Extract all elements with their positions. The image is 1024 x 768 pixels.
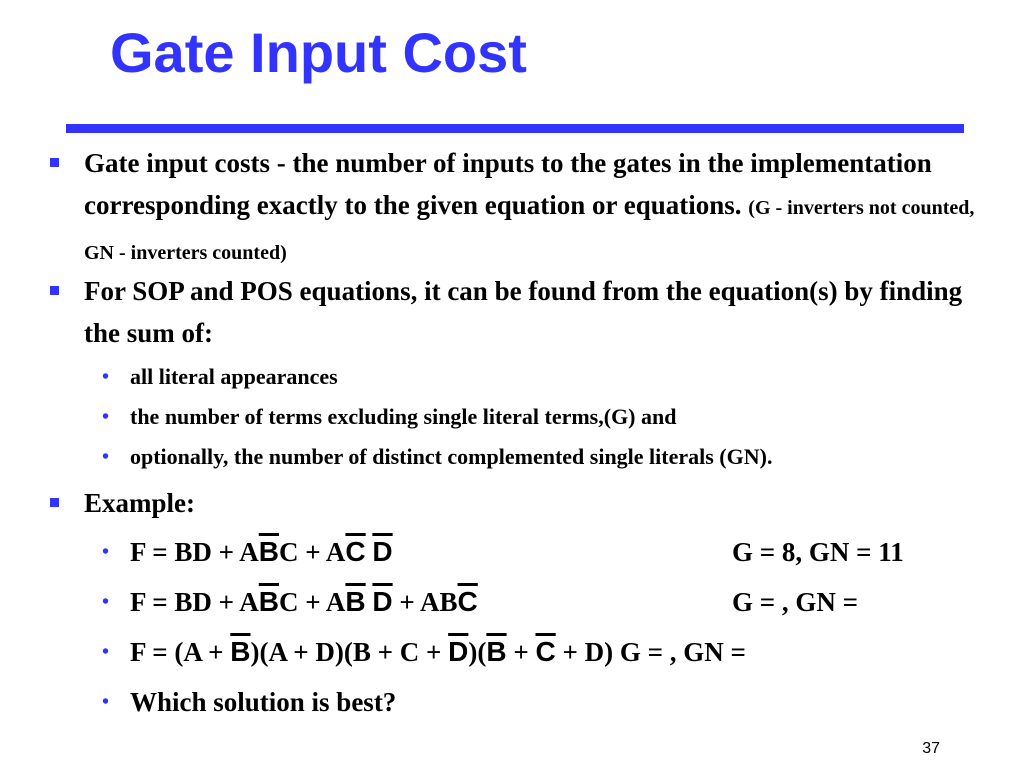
bullet-text: For SOP and POS equations, it can be found from the equation(s) by finding the sum of: [84, 276, 963, 348]
dot-bullet-icon: • [102, 446, 110, 468]
equation-text: )( [468, 637, 487, 667]
dot-bullet-icon: • [102, 591, 110, 613]
sub-bullet-text: optionally, the number of distinct complemented single literals (GN). [130, 444, 773, 469]
bullet-sop-pos [84, 270, 984, 354]
equation-text: C + A [279, 537, 346, 567]
complemented-literal: $\overline{B}$ [258, 586, 280, 617]
equation-text: F = (A + [130, 637, 231, 667]
bullet-text: Gate input costs - the number of inputs to the gates in the implementation corresponding exactly to the given equation or equations. [84, 148, 932, 220]
square-bullet-icon [50, 286, 59, 295]
complemented-literal: $\overline{B}$ [258, 536, 280, 567]
bullet-note: (G - inverters not counted, GN - inverters counted) [84, 197, 975, 264]
equation-text: C + A [279, 587, 346, 617]
example-equation-3 [102, 632, 746, 672]
bullet-text: Example: [84, 488, 195, 518]
dot-bullet-icon: • [102, 641, 110, 663]
dot-bullet-icon: • [102, 406, 110, 428]
dot-bullet-icon: • [102, 541, 110, 563]
slide-title: Gate Input Cost [110, 21, 527, 84]
complemented-literal: $\overline{C}$ [345, 536, 366, 567]
sub-bullet-text: the number of terms excluding single literal terms,(G) and [130, 404, 677, 429]
complemented-literal: $\overline{B}$ [345, 586, 366, 617]
question-text: Which solution is best? [130, 687, 397, 717]
equation-text: F = BD + A [130, 537, 259, 567]
dot-bullet-icon: • [102, 366, 110, 388]
square-bullet-icon [50, 498, 59, 507]
complemented-literal: $\overline{D}$ [372, 536, 393, 567]
equation-text: F = BD + A [130, 587, 259, 617]
equation-text: + D) G = , GN = [555, 637, 746, 667]
sub-bullet-terms [102, 402, 1010, 432]
bullet-example [84, 482, 984, 524]
sub-bullet-literals [102, 362, 1010, 392]
complemented-literal: $\overline{D}$ [448, 636, 469, 667]
dot-bullet-icon: • [102, 691, 110, 713]
page-number: 37 [922, 740, 940, 757]
example-question [102, 682, 397, 722]
sub-bullet-text: all literal appearances [130, 364, 338, 389]
complemented-literal: $\overline{C}$ [457, 586, 478, 617]
complemented-literal: $\overline{B}$ [486, 636, 507, 667]
complemented-literal: $\overline{B}$ [230, 636, 251, 667]
complemented-literal: $\overline{C}$ [535, 636, 556, 667]
square-bullet-icon [50, 158, 59, 167]
sub-bullet-complemented [102, 442, 1010, 472]
bullet-gate-input-costs [84, 142, 984, 274]
example-equation-1 [102, 532, 393, 572]
equation-text: + AB [399, 587, 458, 617]
example-equation-2 [102, 582, 478, 622]
complemented-literal: $\overline{D}$ [372, 586, 393, 617]
example-cost-2: G = , GN = [732, 587, 859, 617]
equation-text: )(A + D)(B + C + [250, 637, 449, 667]
example-cost-1: G = 8, GN = 11 [732, 537, 904, 567]
equation-text: + [506, 637, 536, 667]
